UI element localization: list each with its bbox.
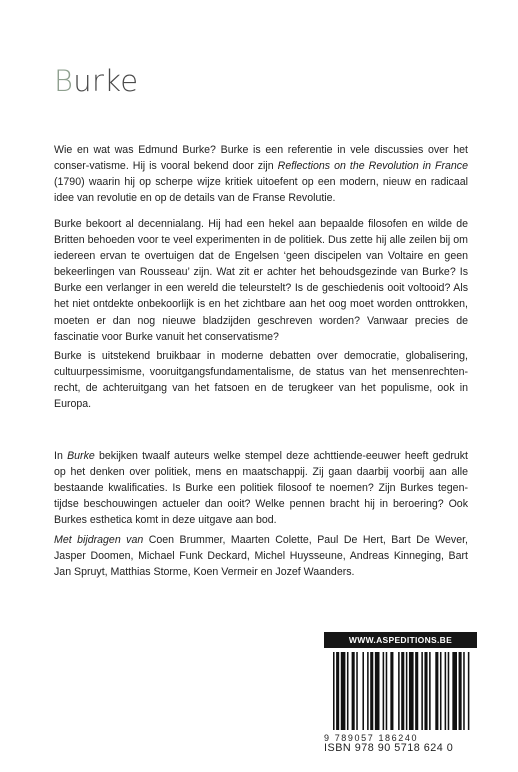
publisher-url: WWW.ASPEDITIONS.BE: [324, 632, 477, 648]
book-title: [54, 64, 138, 98]
barcode-icon: [324, 652, 477, 734]
paragraph-contents-text-a: In: [54, 450, 68, 462]
paragraph-intro-text-b: (1790) waarin hij op scherpe wijze kritiek uitoefent op een modern, nieuw en radicaal idee van revolutie en op de details van de Franse Revolutie.: [54, 176, 468, 205]
isbn-label: ISBN 978 90 5718 624 0: [324, 742, 454, 754]
contributors-list: Coen Brummer, Maarten Colette, Paul De Hert, Bart De Wever, Jasper Doomen, Michael Funk Deckard, Michel Huysseune, Andreas Kinneging, Bart Jan Spruyt, Matthias Storme, Koen Vermeir en Jozef Waanders.: [54, 534, 468, 579]
paragraph-contributors: [54, 532, 468, 580]
title-initial: B: [54, 64, 74, 98]
barcode-area: [324, 648, 477, 744]
paragraph-contents-text-b: bekijken twaalf auteurs welke stempel deze achttiende-eeuwer heeft gedrukt op het denken over politiek, mens en maatschappij. Zij gaan daarbij voorbij aan alle bestaande kwalificaties. Is Burke een politiek filosoof te noemen? Zijn Burkes tegen-tijdse beschouwingen actueler dan ooit? Welke pennen bracht hij in beroering? Ook Burkes esthetica komt in deze uitgave aan bod.: [54, 450, 468, 527]
paragraph-relevance: Burke is uitstekend bruikbaar in moderne debatten over democratie, globalisering, cultuurpessimisme, vooruitgangsfundamentalisme, de status van het mensenrechten-recht, de achteruitgang van het fatsoen en de terugkeer van het populisme, ook in Europa.: [54, 350, 468, 411]
paragraph-contents: [54, 448, 468, 528]
paragraph-intro-text-a: Wie en wat was Edmund Burke? Burke is een referentie in vele discussies over het conser-vatisme. Hij is vooral bekend door zijn: [54, 144, 468, 173]
title-rest: urke: [73, 64, 139, 98]
paragraph-fascination: Burke bekoort al decennialang. Hij had een hekel aan bepaalde filosofen en wilde de Britten behoeden voor te veel experimenten in de politiek. Dus zette hij alle zeilen bij om iedereen ervan te overtuigen dat de Engelsen ‘geen discipelen van Voltaire en geen bekeerlingen van Rousseau’ zijn. Wat zit er achter het behoudsgezinde van Burke? Is Burke een verlanger in een wereld die teleurstelt? Is de geschiedenis ooit voltooid? Als het niet ontdekte onbekoorlijk is en het zichtbare aan het oog moet worden onttrokken, moeten er dan nog nieuwe bladzijden geschreven worden? Vanwaar precies de fascinatie voor Burke vanuit het conservatisme?: [54, 218, 468, 343]
book-title-inline: Burke: [67, 450, 95, 462]
barcode-block: [324, 632, 477, 754]
reflections-title: Reflections on the Revolution in France: [277, 160, 468, 173]
contributors-label: Met bijdragen van: [54, 534, 144, 546]
barcode-digits: 9 789057 186240: [324, 733, 419, 743]
paragraph-intro: [54, 142, 468, 206]
